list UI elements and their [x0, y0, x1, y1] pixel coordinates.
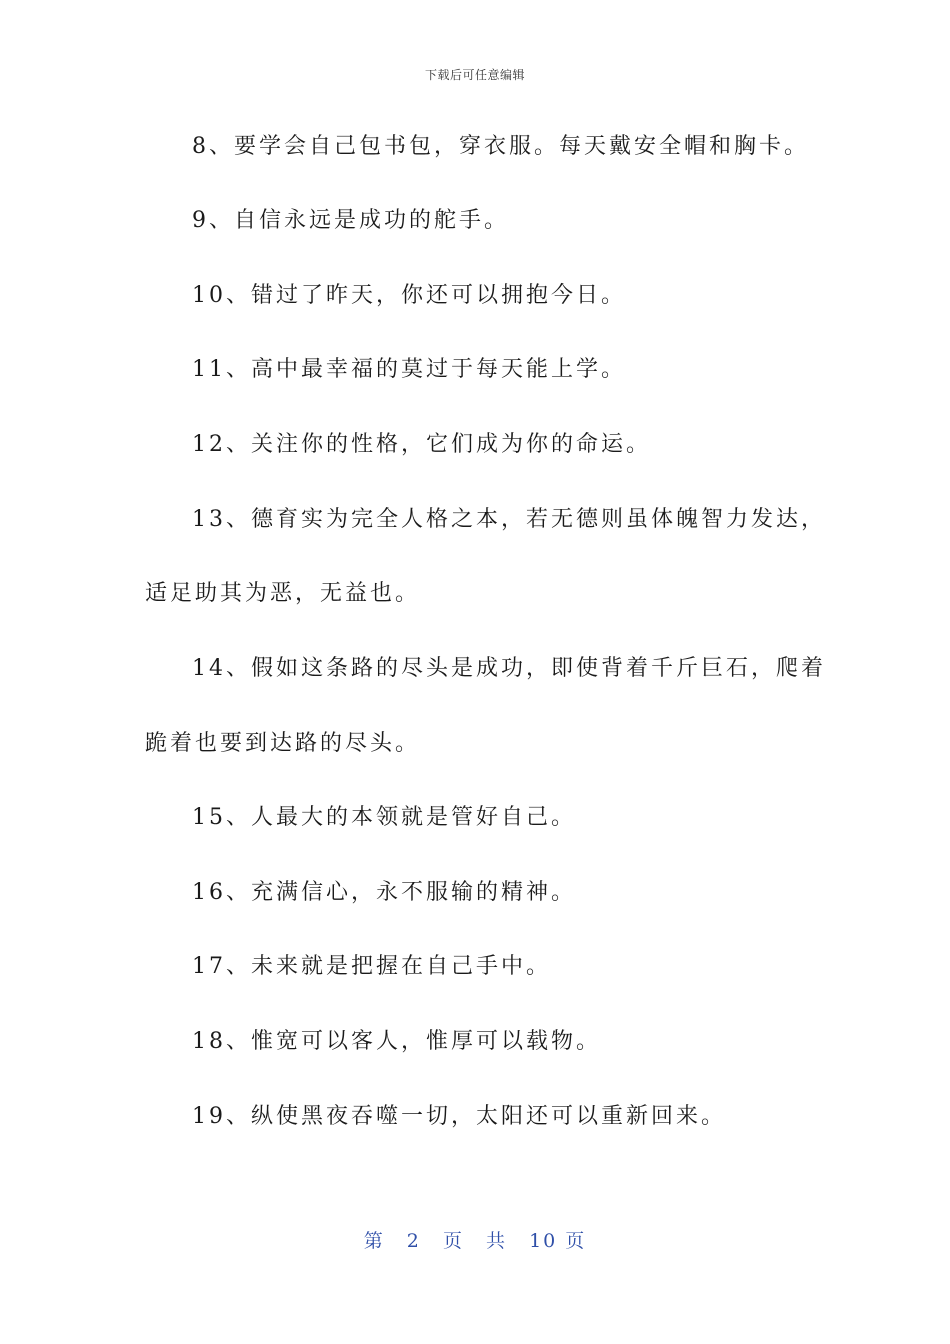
page-header: 下载后可任意编辑: [424, 68, 525, 82]
footer-total-label: 页: [565, 1230, 587, 1252]
quote-line: 16、充满信心，永不服输的精神。: [192, 880, 576, 905]
page-footer: [0, 1226, 950, 1253]
quote-line: 18、惟宽可以客人，惟厚可以载物。: [192, 1029, 601, 1054]
quote-line: 8、要学会自己包书包，穿衣服。每天戴安全帽和胸卡。: [192, 134, 809, 159]
quote-line: 11、高中最幸福的莫过于每天能上学。: [192, 357, 626, 382]
quote-line: 17、未来就是把握在自己手中。: [192, 954, 551, 979]
quote-line: 12、关注你的性格，它们成为你的命运。: [192, 432, 651, 457]
quote-line: 10、错过了昨天，你还可以拥抱今日。: [192, 283, 626, 308]
footer-prefix: 第: [363, 1230, 385, 1252]
quote-line: 13、德育实为完全人格之本，若无德则虽体魄智力发达，: [192, 507, 826, 532]
quote-line: 9、自信永远是成功的舵手。: [192, 208, 509, 233]
footer-page-number: 2: [406, 1230, 421, 1252]
quote-line: 14、假如这条路的尽头是成功，即使背着千斤巨石，爬着: [192, 656, 826, 681]
footer-total-prefix: 共: [486, 1230, 508, 1252]
quote-line: 15、人最大的本领就是管好自己。: [192, 805, 576, 830]
footer-total-pages: 10: [529, 1230, 558, 1252]
footer-page-label: 页: [442, 1230, 464, 1252]
quote-line-continuation: 跪着也要到达路的尽头。: [145, 731, 421, 756]
quote-line: 19、纵使黑夜吞噬一切，太阳还可以重新回来。: [192, 1104, 726, 1129]
quote-line-continuation: 适足助其为恶，无益也。: [145, 581, 421, 606]
